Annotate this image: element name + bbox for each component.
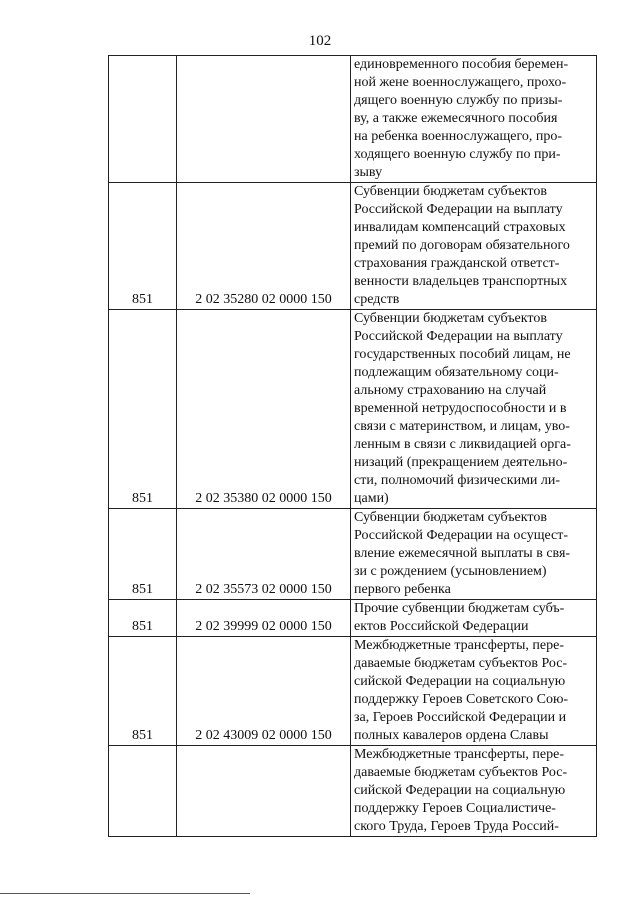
revenue-name-line: сти, полномочий физическими ли-: [354, 473, 561, 488]
revenue-name-line: даваемые бюджетам субъектов Рос-: [354, 656, 568, 671]
revenue-name-line: зи с рождением (усыновлением): [354, 564, 547, 579]
table-row: [109, 600, 597, 637]
table-row: [109, 746, 597, 837]
revenue-name-cell: [351, 600, 597, 637]
table-row: [109, 310, 597, 509]
revenue-name-line: Межбюджетные трансферты, пере-: [354, 747, 564, 762]
revenue-name-line: цами): [354, 491, 389, 506]
revenue-name-line: ского Труда, Героев Труда Россий-: [354, 819, 559, 834]
revenue-name-line: средств: [354, 292, 400, 307]
table-row: [109, 183, 597, 310]
revenue-name-line: инвалидам компенсаций страховых: [354, 220, 566, 235]
revenue-name-line: ной жене военнослужащего, прохо-: [354, 75, 567, 90]
revenue-name-line: Субвенции бюджетам субъектов: [354, 311, 547, 326]
revenue-name-line: премий по договорам обязательного: [354, 238, 570, 253]
footer-rule: [0, 893, 250, 894]
revenue-name-line: Субвенции бюджетам субъектов: [354, 184, 547, 199]
revenue-name-line: поддержку Героев Социалистиче-: [354, 801, 556, 816]
revenue-name-cell: [351, 310, 597, 509]
revenue-name-line: венности владельцев транспортных: [354, 274, 568, 289]
revenue-name-line: ву, а также ежемесячного пособия: [354, 111, 558, 126]
revenue-code-cell: [177, 56, 351, 183]
revenue-name-line: полных кавалеров ордена Славы: [354, 728, 549, 743]
revenue-name-line: Прочие субвенции бюджетам субъ-: [354, 601, 565, 616]
admin-code-cell: 851: [109, 600, 177, 637]
revenue-code-cell: 2 02 35380 02 0000 150: [177, 310, 351, 509]
revenue-name-cell: [351, 56, 597, 183]
revenue-name-line: ектов Российской Федерации: [354, 619, 529, 634]
revenue-name-line: даваемые бюджетам субъектов Рос-: [354, 765, 568, 780]
revenue-name-line: Межбюджетные трансферты, пере-: [354, 638, 564, 653]
table-row: [109, 637, 597, 746]
budget-classification-table: [108, 55, 597, 837]
revenue-name-line: ходящего военную службу по при-: [354, 147, 561, 162]
revenue-name-line: альному страхованию на случай: [354, 383, 547, 398]
revenue-name-line: дящего военную службу по призы-: [354, 93, 563, 108]
admin-code-cell: [109, 746, 177, 837]
revenue-name-line: первого ребенка: [354, 582, 451, 597]
revenue-code-cell: 2 02 35280 02 0000 150: [177, 183, 351, 310]
revenue-name-line: сийской Федерации на социальную: [354, 674, 566, 689]
revenue-name-line: Российской Федерации на осущест-: [354, 528, 569, 543]
page-number: 102: [308, 33, 332, 49]
revenue-name-line: поддержку Героев Советского Сою-: [354, 692, 569, 707]
revenue-name-line: Субвенции бюджетам субъектов: [354, 510, 547, 525]
revenue-name-cell: [351, 637, 597, 746]
admin-code-cell: [109, 56, 177, 183]
revenue-name-line: зыву: [354, 165, 383, 180]
revenue-name-line: вление ежемесячной выплаты в свя-: [354, 546, 571, 561]
revenue-name-line: связи с материнством, и лицам, уво-: [354, 419, 570, 434]
revenue-name-cell: [351, 746, 597, 837]
revenue-code-cell: 2 02 35573 02 0000 150: [177, 509, 351, 600]
revenue-name-cell: [351, 183, 597, 310]
revenue-name-line: временной нетрудоспособности и в: [354, 401, 567, 416]
revenue-name-line: Российской Федерации на выплату: [354, 329, 563, 344]
revenue-name-line: низаций (прекращением деятельно-: [354, 455, 568, 470]
admin-code-cell: 851: [109, 509, 177, 600]
revenue-name-line: единовременного пособия беремен-: [354, 57, 569, 72]
revenue-code-cell: 2 02 39999 02 0000 150: [177, 600, 351, 637]
admin-code-cell: 851: [109, 637, 177, 746]
revenue-name-line: ленным в связи с ликвидацией орга-: [354, 437, 571, 452]
admin-code-cell: 851: [109, 310, 177, 509]
revenue-name-line: подлежащим обязательному соци-: [354, 365, 559, 380]
revenue-name-line: государственных пособий лицам, не: [354, 347, 571, 362]
table-row: [109, 509, 597, 600]
revenue-name-line: на ребенка военнослужащего, про-: [354, 129, 563, 144]
revenue-name-line: за, Героев Российской Федерации и: [354, 710, 567, 725]
revenue-name-cell: [351, 509, 597, 600]
revenue-code-cell: [177, 746, 351, 837]
revenue-name-line: Российской Федерации на выплату: [354, 202, 563, 217]
revenue-name-line: сийской Федерации на социальную: [354, 783, 566, 798]
table-row: [109, 56, 597, 183]
revenue-name-line: страхования гражданской ответст-: [354, 256, 560, 271]
admin-code-cell: 851: [109, 183, 177, 310]
table-body: [109, 56, 597, 837]
revenue-code-cell: 2 02 43009 02 0000 150: [177, 637, 351, 746]
